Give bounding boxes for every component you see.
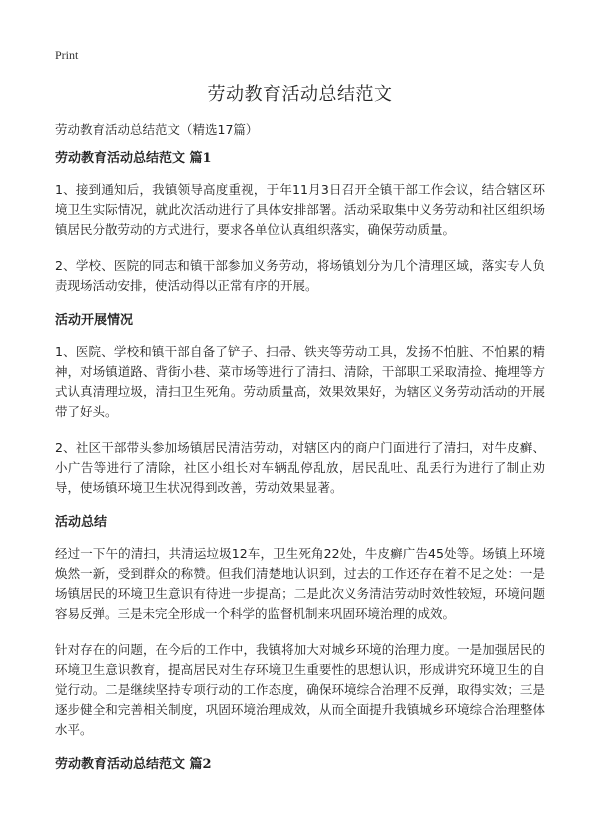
- section-3: [55, 514, 545, 740]
- paragraph: 2、学校、医院的同志和镇干部参加义务劳动，将场镇划分为几个清理区域，落实专人负责现场活动安排，使活动得以正常有序的开展。: [55, 258, 545, 293]
- section-1: [55, 150, 545, 296]
- section-4: [55, 756, 545, 774]
- section-heading: 劳动教育活动总结范文 篇1: [55, 151, 212, 166]
- paragraph: 1、医院、学校和镇干部自备了铲子、扫帚、铁夹等劳动工具，发扬不怕脏、不怕累的精神，对场镇道路、背街小巷、菜市场等进行了清扫、清除，干部职工采取清捡、掩埋等方式认真清理垃圾，清扫卫生死角。劳动质量高，效果效果好，为辖区义务劳动活动的开展带了好头。: [55, 344, 545, 419]
- document-body: [55, 150, 545, 786]
- paragraph: 1、接到通知后，我镇领导高度重视，于年11月3日召开全镇干部工作会议，结合辖区环境卫生实际情况，就此次活动进行了具体安排部署。活动采取集中义务劳动和社区组织场镇居民分散劳动的方式进行，要求各单位认真组织落实，确保劳动质量。: [55, 182, 545, 237]
- paragraph: 经过一下午的清扫，共清运垃圾12车，卫生死角22处，牛皮癣广告45处等。场镇上环境焕然一新，受到群众的称赞。但我们清楚地认识到，过去的工作还存在着不足之处：一是场镇居民的环境卫生意识有待进一步提高；二是此次义务清洁劳动时效性较短，环境问题容易反弹。三是未完全形成一个科学的监督机制来巩固环境治理的成效。: [55, 546, 545, 621]
- paragraph: 2、社区干部带头参加场镇居民清洁劳动，对辖区内的商户门面进行了清扫，对牛皮癣、小广告等进行了清除，社区小组长对车辆乱停乱放，居民乱吐、乱丢行为进行了制止劝导，使场镇环境卫生状况得到改善，劳动效果显著。: [55, 440, 545, 495]
- document-subtitle: 劳动教育活动总结范文（精选17篇）: [55, 122, 259, 137]
- section-heading: 劳动教育活动总结范文 篇2: [55, 757, 212, 772]
- paragraph: 针对存在的问题，在今后的工作中，我镇将加大对城乡环境的治理力度。一是加强居民的环境卫生意识教育，提高居民对生存环境卫生重要性的思想认识，形成讲究环境卫生的自觉行动。二是继续坚持专项行动的工作态度，确保环境综合治理不反弹，取得实效；三是逐步健全和完善相关制度，巩固环境治理成效，从而全面提升我镇城乡环境综合治理整体水平。: [55, 642, 545, 737]
- section-heading: 活动总结: [55, 515, 108, 530]
- section-heading: 活动开展情况: [55, 313, 134, 328]
- section-2: [55, 312, 545, 498]
- print-label[interactable]: Print: [55, 48, 79, 62]
- document-title: 劳动教育活动总结范文: [207, 84, 393, 105]
